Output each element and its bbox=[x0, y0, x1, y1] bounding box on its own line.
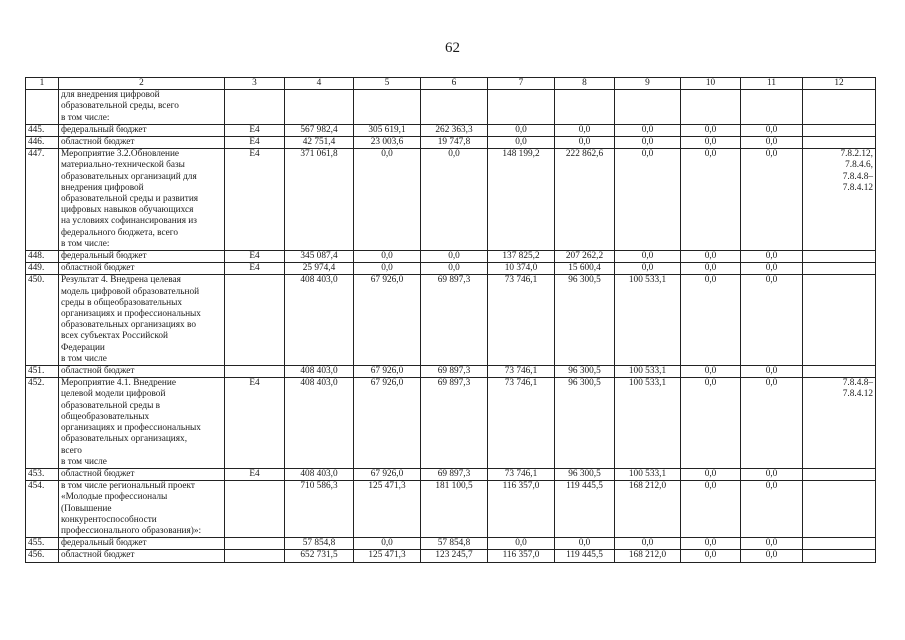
amount-cell: 73 746,1 bbox=[488, 275, 555, 366]
description-line: образовательной среды, всего bbox=[61, 101, 179, 112]
amount-cell: 0,0 bbox=[741, 275, 803, 366]
amount-cell: 0,0 bbox=[741, 137, 803, 149]
amount-cell bbox=[488, 90, 555, 125]
amount-cell: 0,0 bbox=[681, 251, 741, 263]
amount-cell: 0,0 bbox=[615, 538, 681, 550]
amount-cell: 100 533,1 bbox=[615, 275, 681, 366]
amount-cell: 0,0 bbox=[681, 263, 741, 275]
amount-cell: 0,0 bbox=[741, 263, 803, 275]
row-description bbox=[59, 275, 225, 366]
amount-cell: 67 926,0 bbox=[354, 378, 421, 469]
amount-cell: 0,0 bbox=[615, 263, 681, 275]
amount-cell: 96 300,5 bbox=[555, 468, 615, 480]
description-line: образовательных организаций для bbox=[61, 171, 197, 182]
table-row bbox=[26, 124, 876, 136]
page-number: 62 bbox=[445, 40, 460, 56]
row-description bbox=[59, 550, 225, 562]
amount-cell: 15 600,4 bbox=[555, 263, 615, 275]
column-header-5: 5 bbox=[354, 78, 421, 90]
row-number: 446. bbox=[26, 137, 59, 149]
description-line: целевой модели цифровой bbox=[61, 389, 166, 400]
row-description bbox=[59, 124, 225, 136]
column-header-8: 8 bbox=[555, 78, 615, 90]
row-number: 454. bbox=[26, 481, 59, 538]
description-line: образовательной среды и развития bbox=[61, 194, 199, 205]
row-code bbox=[225, 550, 285, 562]
description-line: Результат 4. Внедрена целевая bbox=[61, 275, 181, 286]
amount-cell: 137 825,2 bbox=[488, 251, 555, 263]
amount-cell: 0,0 bbox=[681, 149, 741, 251]
row-description bbox=[59, 137, 225, 149]
column-header-4: 4 bbox=[285, 78, 354, 90]
reference-cell bbox=[803, 378, 876, 469]
amount-cell bbox=[741, 90, 803, 125]
amount-cell: 10 374,0 bbox=[488, 263, 555, 275]
amount-cell: 100 533,1 bbox=[615, 378, 681, 469]
amount-cell: 0,0 bbox=[741, 149, 803, 251]
amount-cell: 96 300,5 bbox=[555, 366, 615, 378]
description-line: федеральный бюджет bbox=[61, 538, 147, 549]
row-code: Е4 bbox=[225, 468, 285, 480]
amount-cell: 408 403,0 bbox=[285, 275, 354, 366]
row-description bbox=[59, 251, 225, 263]
amount-cell bbox=[421, 90, 488, 125]
table-row bbox=[26, 378, 876, 469]
amount-cell: 168 212,0 bbox=[615, 550, 681, 562]
amount-cell: 25 974,4 bbox=[285, 263, 354, 275]
amount-cell: 0,0 bbox=[555, 124, 615, 136]
amount-cell: 222 862,6 bbox=[555, 149, 615, 251]
amount-cell: 0,0 bbox=[354, 251, 421, 263]
table-row bbox=[26, 468, 876, 480]
amount-cell: 69 897,3 bbox=[421, 275, 488, 366]
amount-cell: 67 926,0 bbox=[354, 275, 421, 366]
reference-cell bbox=[803, 275, 876, 366]
amount-cell: 73 746,1 bbox=[488, 378, 555, 469]
description-line: областной бюджет bbox=[61, 366, 135, 377]
amount-cell: 0,0 bbox=[681, 538, 741, 550]
amount-cell: 168 212,0 bbox=[615, 481, 681, 538]
amount-cell: 100 533,1 bbox=[615, 366, 681, 378]
reference-cell bbox=[803, 263, 876, 275]
column-header-1: 1 bbox=[26, 78, 59, 90]
reference-cell bbox=[803, 149, 876, 251]
description-line: в том числе: bbox=[61, 112, 110, 123]
table-row bbox=[26, 550, 876, 562]
column-header-6: 6 bbox=[421, 78, 488, 90]
amount-cell: 710 586,3 bbox=[285, 481, 354, 538]
description-line: конкурентоспособности bbox=[61, 514, 157, 525]
amount-cell: 262 363,3 bbox=[421, 124, 488, 136]
row-number: 450. bbox=[26, 275, 59, 366]
column-header-9: 9 bbox=[615, 78, 681, 90]
amount-cell: 0,0 bbox=[555, 538, 615, 550]
column-header-3: 3 bbox=[225, 78, 285, 90]
amount-cell bbox=[354, 90, 421, 125]
description-line: Мероприятие 3.2.Обновление bbox=[61, 149, 180, 160]
description-line: организациях и профессиональных bbox=[61, 309, 201, 320]
description-line: Федерации bbox=[61, 342, 105, 353]
amount-cell: 69 897,3 bbox=[421, 366, 488, 378]
amount-cell: 0,0 bbox=[615, 137, 681, 149]
amount-cell: 0,0 bbox=[741, 550, 803, 562]
table-row bbox=[26, 149, 876, 251]
table-row bbox=[26, 481, 876, 538]
row-description bbox=[59, 538, 225, 550]
amount-cell: 0,0 bbox=[615, 149, 681, 251]
description-line: общеобразовательных bbox=[61, 411, 150, 422]
description-line: федеральный бюджет bbox=[61, 124, 147, 135]
row-description bbox=[59, 468, 225, 480]
amount-cell: 0,0 bbox=[354, 149, 421, 251]
table-row bbox=[26, 366, 876, 378]
amount-cell: 408 403,0 bbox=[285, 366, 354, 378]
description-line: модель цифровой образовательной bbox=[61, 286, 200, 297]
description-line: профессионального образования)»: bbox=[61, 525, 202, 536]
row-description bbox=[59, 366, 225, 378]
row-number: 453. bbox=[26, 468, 59, 480]
description-line: среды в общеобразовательных bbox=[61, 297, 182, 308]
amount-cell: 0,0 bbox=[681, 275, 741, 366]
row-number: 456. bbox=[26, 550, 59, 562]
amount-cell: 67 926,0 bbox=[354, 366, 421, 378]
amount-cell: 0,0 bbox=[741, 251, 803, 263]
amount-cell bbox=[615, 90, 681, 125]
amount-cell: 0,0 bbox=[681, 137, 741, 149]
description-line: в том числе bbox=[61, 456, 107, 467]
amount-cell: 0,0 bbox=[741, 378, 803, 469]
amount-cell: 0,0 bbox=[421, 263, 488, 275]
amount-cell: 0,0 bbox=[555, 137, 615, 149]
row-code bbox=[225, 366, 285, 378]
reference-cell bbox=[803, 137, 876, 149]
description-line: (Повышение bbox=[61, 503, 112, 514]
description-line: всех субъектах Российской bbox=[61, 331, 169, 342]
column-header-11: 11 bbox=[741, 78, 803, 90]
amount-cell: 0,0 bbox=[681, 550, 741, 562]
description-line: организациях и профессиональных bbox=[61, 423, 201, 434]
row-description bbox=[59, 263, 225, 275]
column-header-7: 7 bbox=[488, 78, 555, 90]
amount-cell: 0,0 bbox=[354, 538, 421, 550]
amount-cell: 0,0 bbox=[741, 538, 803, 550]
amount-cell: 0,0 bbox=[681, 481, 741, 538]
amount-cell: 0,0 bbox=[741, 481, 803, 538]
row-description bbox=[59, 90, 225, 125]
amount-cell: 148 199,2 bbox=[488, 149, 555, 251]
amount-cell: 0,0 bbox=[488, 124, 555, 136]
description-line: федеральный бюджет bbox=[61, 251, 147, 262]
description-line: областной бюджет bbox=[61, 550, 135, 561]
reference-line: 7.8.4.12 bbox=[842, 389, 873, 400]
row-code bbox=[225, 90, 285, 125]
row-number: 455. bbox=[26, 538, 59, 550]
amount-cell: 119 445,5 bbox=[555, 481, 615, 538]
description-line: федерального бюджета, всего bbox=[61, 227, 179, 238]
description-line: «Молодые профессионалы bbox=[61, 492, 168, 503]
row-description bbox=[59, 481, 225, 538]
row-number: 451. bbox=[26, 366, 59, 378]
amount-cell: 0,0 bbox=[488, 538, 555, 550]
amount-cell: 57 854,8 bbox=[421, 538, 488, 550]
amount-cell: 42 751,4 bbox=[285, 137, 354, 149]
table-row bbox=[26, 275, 876, 366]
amount-cell: 0,0 bbox=[615, 124, 681, 136]
reference-cell bbox=[803, 481, 876, 538]
description-line: в том числе региональный проект bbox=[61, 481, 195, 492]
amount-cell: 19 747,8 bbox=[421, 137, 488, 149]
amount-cell: 116 357,0 bbox=[488, 550, 555, 562]
reference-line: 7.8.4.12 bbox=[842, 182, 873, 193]
reference-line: 7.8.4.8– bbox=[842, 171, 873, 182]
amount-cell: 0,0 bbox=[488, 137, 555, 149]
amount-cell: 0,0 bbox=[741, 468, 803, 480]
row-code: Е4 bbox=[225, 263, 285, 275]
amount-cell: 0,0 bbox=[741, 366, 803, 378]
reference-cell bbox=[803, 550, 876, 562]
amount-cell: 0,0 bbox=[681, 378, 741, 469]
table-row bbox=[26, 137, 876, 149]
amount-cell bbox=[681, 90, 741, 125]
amount-cell bbox=[285, 90, 354, 125]
amount-cell: 69 897,3 bbox=[421, 468, 488, 480]
table-row bbox=[26, 263, 876, 275]
description-line: цифровых навыков обучающихся bbox=[61, 205, 194, 216]
amount-cell: 408 403,0 bbox=[285, 378, 354, 469]
description-line: образовательных организациях, bbox=[61, 434, 188, 445]
amount-cell: 0,0 bbox=[354, 263, 421, 275]
column-header-12: 12 bbox=[803, 78, 876, 90]
row-code: Е4 bbox=[225, 137, 285, 149]
row-code bbox=[225, 538, 285, 550]
row-code: Е4 bbox=[225, 149, 285, 251]
description-line: на условиях софинансирования из bbox=[61, 216, 197, 227]
row-number: 445. bbox=[26, 124, 59, 136]
amount-cell: 125 471,3 bbox=[354, 550, 421, 562]
reference-line: 7.8.2.12, bbox=[840, 149, 873, 160]
reference-cell bbox=[803, 468, 876, 480]
description-line: в том числе bbox=[61, 353, 107, 364]
reference-cell bbox=[803, 90, 876, 125]
amount-cell: 96 300,5 bbox=[555, 378, 615, 469]
amount-cell bbox=[555, 90, 615, 125]
description-line: в том числе: bbox=[61, 238, 110, 249]
reference-cell bbox=[803, 124, 876, 136]
column-header-2: 2 bbox=[59, 78, 225, 90]
amount-cell: 116 357,0 bbox=[488, 481, 555, 538]
row-number: 452. bbox=[26, 378, 59, 469]
description-line: областной бюджет bbox=[61, 468, 135, 479]
amount-cell: 0,0 bbox=[421, 251, 488, 263]
amount-cell: 73 746,1 bbox=[488, 468, 555, 480]
row-number bbox=[26, 90, 59, 125]
amount-cell: 96 300,5 bbox=[555, 275, 615, 366]
column-header-10: 10 bbox=[681, 78, 741, 90]
row-code: Е4 bbox=[225, 378, 285, 469]
amount-cell: 23 003,6 bbox=[354, 137, 421, 149]
header-row bbox=[26, 78, 876, 90]
table-row bbox=[26, 251, 876, 263]
amount-cell: 345 087,4 bbox=[285, 251, 354, 263]
row-number: 448. bbox=[26, 251, 59, 263]
description-line: для внедрения цифровой bbox=[61, 90, 160, 101]
row-number: 447. bbox=[26, 149, 59, 251]
description-line: образовательных организациях во bbox=[61, 320, 196, 331]
row-code bbox=[225, 275, 285, 366]
amount-cell: 0,0 bbox=[681, 124, 741, 136]
amount-cell: 207 262,2 bbox=[555, 251, 615, 263]
amount-cell: 371 061,8 bbox=[285, 149, 354, 251]
amount-cell: 125 471,3 bbox=[354, 481, 421, 538]
row-code: Е4 bbox=[225, 124, 285, 136]
amount-cell: 57 854,8 bbox=[285, 538, 354, 550]
amount-cell: 69 897,3 bbox=[421, 378, 488, 469]
amount-cell: 73 746,1 bbox=[488, 366, 555, 378]
reference-line: 7.8.4.8– bbox=[842, 378, 873, 389]
amount-cell: 123 245,7 bbox=[421, 550, 488, 562]
amount-cell: 100 533,1 bbox=[615, 468, 681, 480]
amount-cell: 305 619,1 bbox=[354, 124, 421, 136]
description-line: образовательной среды в bbox=[61, 400, 161, 411]
amount-cell: 0,0 bbox=[681, 468, 741, 480]
table-body bbox=[26, 90, 876, 562]
reference-cell bbox=[803, 251, 876, 263]
description-line: областной бюджет bbox=[61, 263, 135, 274]
amount-cell: 652 731,5 bbox=[285, 550, 354, 562]
budget-table bbox=[25, 77, 876, 563]
reference-cell bbox=[803, 366, 876, 378]
row-description bbox=[59, 149, 225, 251]
description-line: внедрения цифровой bbox=[61, 182, 144, 193]
row-code bbox=[225, 481, 285, 538]
table-row bbox=[26, 90, 876, 125]
amount-cell: 0,0 bbox=[681, 366, 741, 378]
description-line: материально-технической базы bbox=[61, 160, 185, 171]
amount-cell: 0,0 bbox=[741, 124, 803, 136]
amount-cell: 0,0 bbox=[615, 251, 681, 263]
table-row bbox=[26, 538, 876, 550]
amount-cell: 408 403,0 bbox=[285, 468, 354, 480]
row-description bbox=[59, 378, 225, 469]
row-code: Е4 bbox=[225, 251, 285, 263]
amount-cell: 67 926,0 bbox=[354, 468, 421, 480]
amount-cell: 567 982,4 bbox=[285, 124, 354, 136]
description-line: областной бюджет bbox=[61, 137, 135, 148]
reference-cell bbox=[803, 538, 876, 550]
amount-cell: 0,0 bbox=[421, 149, 488, 251]
amount-cell: 119 445,5 bbox=[555, 550, 615, 562]
amount-cell: 181 100,5 bbox=[421, 481, 488, 538]
reference-line: 7.8.4.6, bbox=[845, 160, 873, 171]
description-line: Мероприятие 4.1. Внедрение bbox=[61, 378, 176, 389]
description-line: всего bbox=[61, 445, 82, 456]
row-number: 449. bbox=[26, 263, 59, 275]
